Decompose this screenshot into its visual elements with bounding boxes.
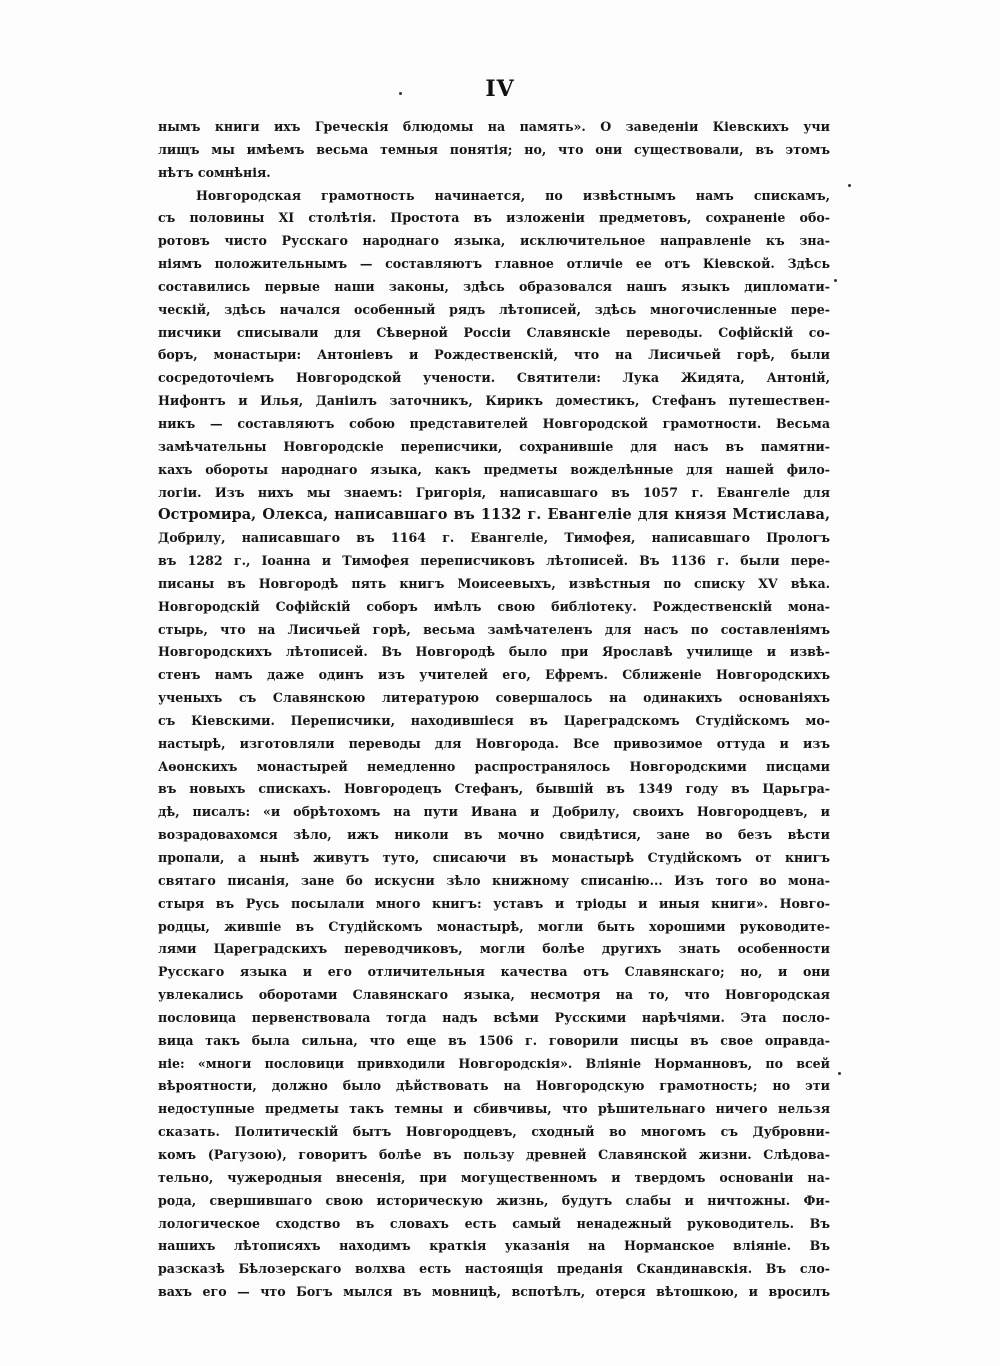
text-line: съ Кіевскими. Переписчики, находившіеся въ Цареградскомъ Студійскомъ мо- [158,712,830,728]
text-line: возрадовахомся зѣло, ижъ николи въ мочно свидѣтися, зане во безъ вѣсти [158,827,830,843]
text-line: въ новыхъ спискахъ. Новгородецъ Стефанъ, бывшій въ 1349 году въ Царьгра- [158,781,830,797]
text-line: дѣ, писалъ: «и обрѣтохомъ на пути Ивана и Добрилу, своихъ Новгородцевъ, и [158,804,830,820]
scan-speck [399,92,402,95]
text-line: вахъ его — что Богъ мылся въ мовницѣ, вспотѣлъ, отерся вѣтошкою, и вросилъ [158,1284,830,1300]
text-line: никъ — составляютъ собою представителей Новгородской грамотности. Весьма [158,415,830,431]
text-line: нымъ книги ихъ Греческія блюдомы на память». О заведеніи Кіевскихъ учи [158,119,830,134]
scan-speck [834,279,837,282]
text-line: ніе: «многи пословици привходили Новгородскія». Вліяніе Норманновъ, по всей [158,1055,830,1071]
text-line: боръ, монастыри: Антоніевъ и Рождественскій, что на Лисичьей горѣ, были [158,347,830,363]
text-line: сосредоточіемъ Новгородской учености. Святители: Лука Жидята, Антоній, [158,370,830,386]
paragraph-2 [158,185,830,1304]
text-line: Новгородскій Софійскій соборъ имѣлъ свою библіотеку. Рождественскій мона- [158,598,830,614]
text-line: съ половины XI столѣтія. Простота въ изложеніи предметовъ, сохраненіе обо- [158,210,830,226]
text-line: недоступные предметы такъ темны и сбивчивы, что рѣшительнаго ничего нельзя [158,1101,830,1117]
text-line: стенъ намъ даже одинъ изъ учителей его, Ефремъ. Сближеніе Новгородскихъ [158,667,830,683]
text-line: стыря въ Русь посылали много книгъ: уставъ и тріоды и иныя книги». Новго- [158,895,830,911]
text-line: логіи. Изъ нихъ мы знаемъ: Григорія, написавшаго въ 1057 г. Евангеліе для [158,484,830,500]
text-line: Новгородскихъ лѣтописей. Въ Новгородѣ было при Ярославѣ училище и извѣ- [158,644,830,660]
text-line: пропали, а нынѣ живутъ тутo, списаючи въ монастырѣ Студійскомъ от книгъ [158,850,830,865]
text-line: тельно, чужеродныя внесенія, при могущественномъ и твердомъ основаніи на- [158,1169,830,1185]
text-line: писчики списывали для Сѣверной Россіи Славянскіе переводы. Софійскій со- [158,324,830,340]
page-text-body [158,116,830,1304]
text-line: писаны въ Новгородѣ пять книгъ Моисеевыхъ, извѣстныя по списку XV вѣка. [158,575,830,591]
text-line: составились первые наши законы, здѣсь образовался нашъ языкъ дипломати- [158,278,830,294]
text-line: увлекались оборотами Славянскаго языка, несмотря на то, что Новгородская [158,987,830,1003]
text-line: Добрилу, написавшаго въ 1164 г. Евангеліе, Тимофея, написавшаго Прологъ [158,530,830,546]
text-line: Остромира, Олекса, написавшаго въ 1132 г. Евангеліе для князя Мстислава, [158,506,830,524]
text-line: Нифонтъ и Илья, Даніилъ заточникъ, Кирикъ доместикъ, Стефанъ путешествен- [158,393,830,409]
text-line: вица такъ была сильна, что еще въ 1506 г. говорили писцы въ свое оправда- [158,1032,830,1048]
text-line: въ 1282 г., Іоанна и Тимофея переписчиковъ лѣтописей. Въ 1136 г. были пере- [158,553,830,569]
text-line: Новгородская грамотность начинается, по извѣстнымъ намъ спискамъ, [196,187,830,203]
text-line: настырѣ, изготовляли переводы для Новгорода. Все привозимое оттуда и изъ [158,735,830,751]
text-line: ученыхъ съ Славянскою литературою совершалось на одинакихъ основаніяхъ [158,690,830,706]
scan-speck [848,184,851,187]
page-number: IV [485,76,515,102]
text-line: сказать. Политическій бытъ Новгородцевъ, сходный во многомъ съ Дубровни- [158,1124,830,1140]
text-line: ротовъ чисто Русскаго народнаго языка, исключительное направленіе къ зна- [158,233,830,249]
text-line: лищъ мы имѣемъ весьма темныя понятія; но, что они существовали, въ этомъ [158,141,830,157]
text-line: вѣроятности, должно было дѣйствовать на Новгородскую грамотность; но эти [158,1078,830,1094]
text-line: родцы, жившіе въ Студійскомъ монастырѣ, могли быть хорошими руководите- [158,918,830,934]
text-line: Аѳонскихъ монастырей немедленно распространялось Новгородскими писцами [158,758,830,774]
text-line: ческій, здѣсь начался особенный рядъ лѣтописей, здѣсь многочисленные пере- [158,301,830,317]
text-line: замѣчательны Новгородскіе переписчики, сохранившіе для насъ въ памятни- [158,438,830,454]
text-line: лями Цареградскихъ переводчиковъ, могли болѣе другихъ знать особенности [158,941,830,957]
scan-speck [838,1072,841,1075]
paragraph-1 [158,116,830,185]
text-line: нашихъ лѣтописяхъ находимъ краткія указанія на Норманское вліяніе. Въ [158,1238,830,1254]
text-line: рода, свершившаго свою историческую жизнь, будутъ слабы и ничтожны. Фи- [158,1192,830,1208]
text-line: ніямъ положительнымъ — составляютъ главное отличіе ее отъ Кіевской. Здѣсь [158,256,830,272]
text-line: комъ (Рагузою), говоритъ болѣе въ пользу древней Славянской жизни. Слѣдова- [158,1146,830,1162]
text-line: кахъ обороты народнаго языка, какъ предметы вожделѣнные для нашей фило- [158,461,830,477]
text-line: лологическое сходство въ словахъ есть самый ненадежный руководитель. Въ [158,1215,830,1231]
text-line: нѣтъ сомнѣнія. [158,164,271,180]
text-line: пословица первенствовала тогда надъ всѣми Русскими нарѣчіями. Эта посло- [158,1009,830,1025]
text-line: стырь, что на Лисичьей горѣ, весьма замѣчателенъ для насъ по составленіямъ [158,621,830,637]
text-line: святаго писанія, зане бо искусни зѣло книжному списанію... Изъ того во мона- [158,872,830,888]
text-line: Русскаго языка и его отличительныя качества отъ Славянскаго; но, и они [158,964,830,980]
text-line: разсказѣ Бѣлозерскаго волхва есть настоящія преданія Скандинавскія. Въ сло- [158,1261,830,1277]
